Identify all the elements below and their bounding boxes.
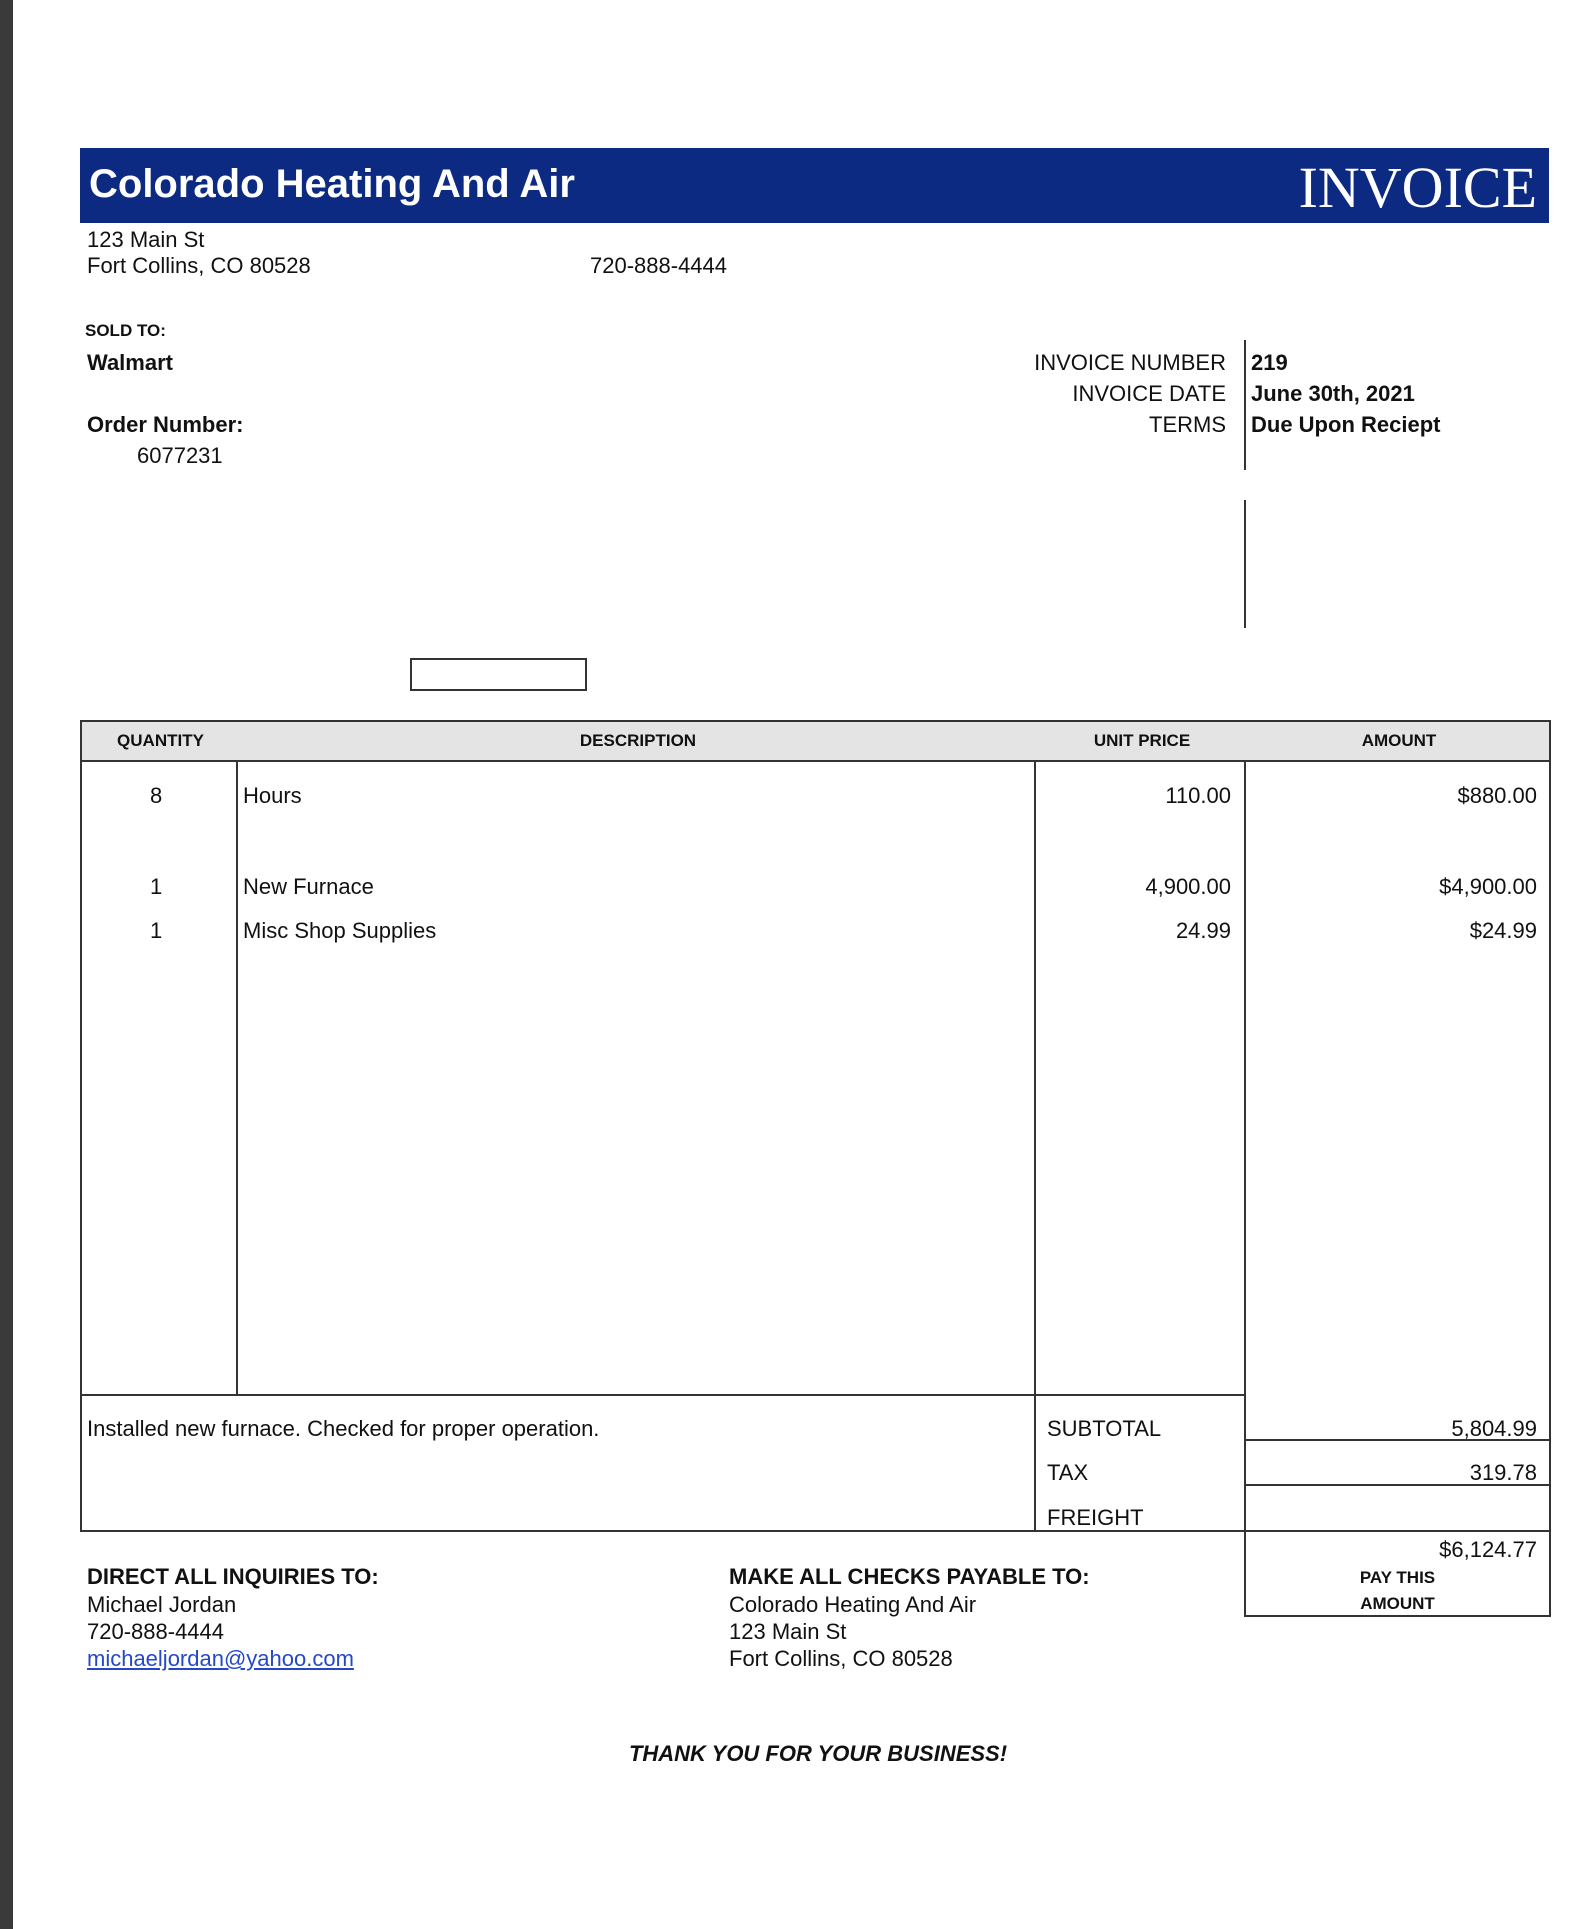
row3-qty: 1 [150, 918, 163, 943]
invoice-number: 219 [1251, 350, 1288, 375]
col-divider-desc [1034, 760, 1036, 1532]
company-address-line2: Fort Collins, CO 80528 [87, 253, 311, 278]
header-quantity: QUANTITY [117, 731, 204, 750]
order-number: 6077231 [137, 443, 223, 468]
total-amount: $6,124.77 [1439, 1537, 1537, 1562]
checks-name: Colorado Heating And Air [729, 1592, 977, 1617]
inquiries-email-link[interactable]: michaeljordan@yahoo.com [87, 1646, 354, 1671]
info-divider-lower [1244, 500, 1246, 628]
sold-to-name: Walmart [87, 350, 173, 375]
terms-label: TERMS [1149, 412, 1226, 437]
job-notes: Installed new furnace. Checked for proper operation. [87, 1416, 600, 1441]
subtotal-label: SUBTOTAL [1047, 1416, 1162, 1441]
checks-address-line1: 123 Main St [729, 1619, 847, 1644]
header-description: DESCRIPTION [579, 731, 697, 750]
row1-qty: 8 [150, 783, 163, 808]
window-edge [0, 0, 13, 1929]
inquiries-label: DIRECT ALL INQUIRIES TO: [87, 1564, 379, 1589]
order-number-label: Order Number: [87, 412, 244, 437]
row3-amount: $24.99 [1469, 918, 1537, 943]
col-divider-unit [1244, 760, 1246, 1617]
header-banner [80, 148, 1549, 223]
freight-label: FREIGHT [1047, 1505, 1144, 1530]
items-bottom-line [80, 1394, 1246, 1396]
checks-address-line2: Fort Collins, CO 80528 [729, 1646, 953, 1671]
row2-qty: 1 [150, 874, 163, 899]
sold-to-label: SOLD TO: [85, 321, 166, 340]
row2-desc: New Furnace [243, 874, 374, 899]
row2-amount: $4,900.00 [1439, 874, 1537, 899]
row1-unit: 110.00 [1165, 783, 1231, 808]
company-phone: 720-888-4444 [590, 253, 728, 278]
header-amount: AMOUNT [1361, 731, 1437, 750]
doc-title: INVOICE [1298, 155, 1537, 220]
items-table [80, 720, 1551, 1532]
amount-label: AMOUNT [1360, 1594, 1435, 1613]
thank-you-message: THANK YOU FOR YOUR BUSINESS! [628, 1741, 1008, 1766]
checks-label: MAKE ALL CHECKS PAYABLE TO: [729, 1564, 1090, 1589]
row1-desc: Hours [243, 783, 302, 808]
row1-amount: $880.00 [1457, 783, 1537, 808]
inquiries-phone: 720-888-4444 [87, 1619, 225, 1644]
inquiries-name: Michael Jordan [87, 1592, 237, 1617]
info-divider [1244, 340, 1246, 470]
row2-unit: 4,900.00 [1145, 874, 1231, 899]
company-address-line1: 123 Main St [87, 227, 205, 252]
col-divider-qty [236, 760, 238, 1395]
tax-value: 319.78 [1469, 1460, 1537, 1485]
row3-unit: 24.99 [1175, 918, 1231, 943]
invoice-date-label: INVOICE DATE [1072, 381, 1226, 406]
invoice-date: June 30th, 2021 [1251, 381, 1415, 406]
pay-this-label: PAY THIS [1359, 1568, 1436, 1587]
invoice-number-label: INVOICE NUMBER [1034, 350, 1226, 375]
company-name: Colorado Heating And Air [89, 162, 575, 206]
header-unit-price: UNIT PRICE [1093, 731, 1191, 750]
terms-value: Due Upon Reciept [1251, 412, 1441, 437]
tax-label: TAX [1047, 1460, 1089, 1485]
pay-box-bottom [1244, 1615, 1551, 1617]
row3-desc: Misc Shop Supplies [243, 918, 437, 943]
empty-field-box [410, 658, 587, 691]
subtotal-value: 5,804.99 [1451, 1416, 1537, 1441]
